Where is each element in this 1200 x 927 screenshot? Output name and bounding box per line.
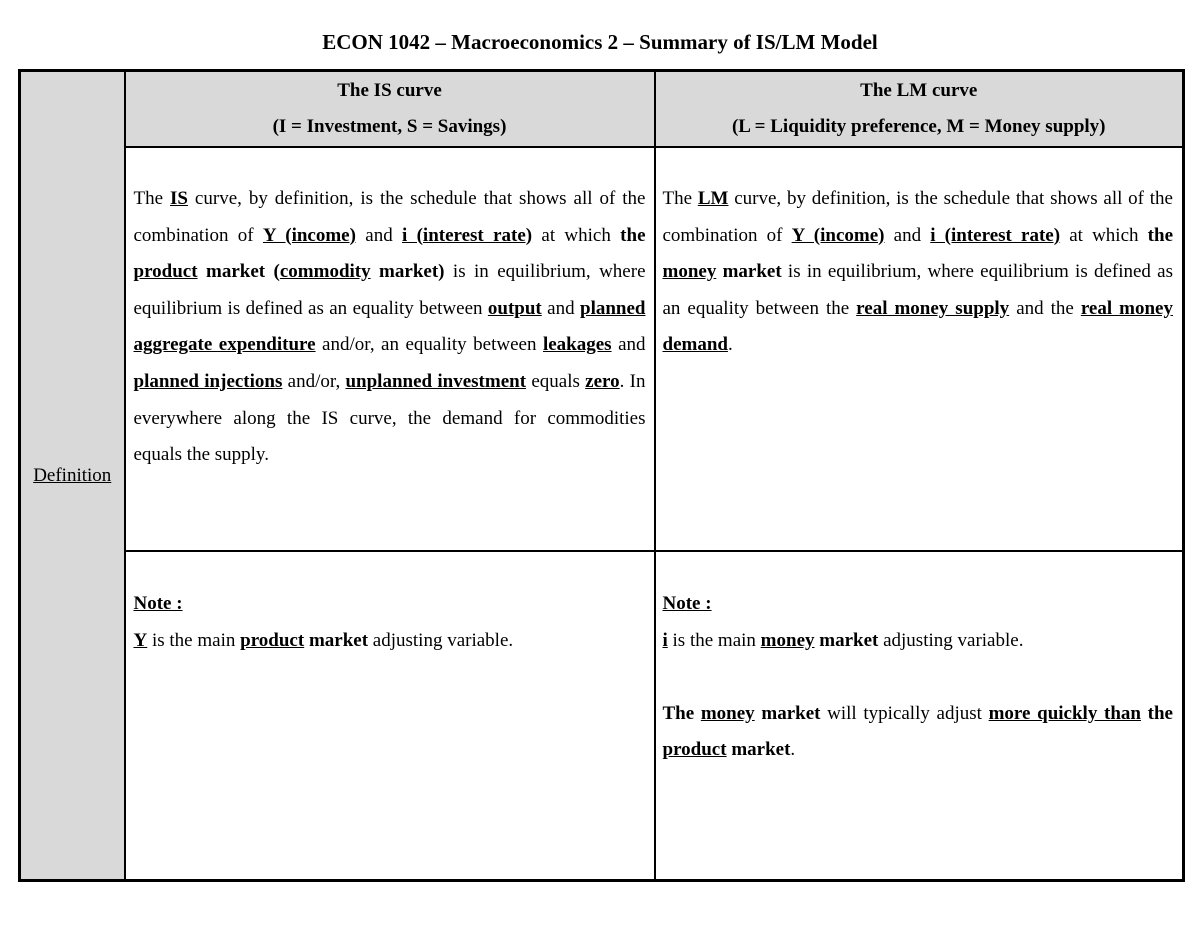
is-note-text <box>126 552 654 659</box>
text-run: is in equilibrium, where equilibrium is defined as an equality between the <box>662 261 1173 319</box>
text-run: and <box>541 297 581 319</box>
key-term: money <box>700 702 755 724</box>
key-term: market <box>304 629 369 651</box>
key-term: money <box>760 629 815 651</box>
paragraph-gap <box>663 659 1174 696</box>
lm-note-body <box>663 623 1174 660</box>
key-term: zero <box>585 370 620 392</box>
text-run: and/or, <box>282 370 346 392</box>
is-definition-cell <box>125 147 655 551</box>
text-run: adjusting variable. <box>878 629 1024 651</box>
text-run: and/or, an equality between <box>315 334 543 356</box>
key-term: leakages <box>542 334 612 356</box>
key-term: planned aggregate expenditure <box>133 297 646 356</box>
text-run: and the <box>1009 297 1081 319</box>
key-term: money <box>662 261 717 283</box>
key-term: market <box>814 629 879 651</box>
text-run: . <box>727 334 733 356</box>
key-term: real money demand <box>662 297 1173 356</box>
key-term: the <box>1147 224 1173 246</box>
is-definition-text <box>126 148 654 474</box>
text-run: curve, by definition, is the schedule that shows all of the combination of <box>662 188 1173 246</box>
key-term: product <box>133 261 198 283</box>
lm-header-subtitle: (L = Liquidity preference, M = Money supply) <box>731 116 1106 137</box>
text-run: The <box>662 188 698 209</box>
key-term: commodity <box>279 261 371 283</box>
key-term: i (interest rate) <box>930 224 1061 246</box>
key-term: product <box>240 629 305 651</box>
key-term: product <box>662 739 727 761</box>
key-term: market <box>716 261 782 283</box>
key-term: more quickly than <box>988 702 1141 724</box>
text-run: and <box>355 224 402 246</box>
key-term: market <box>754 702 821 724</box>
text-run: and <box>884 224 931 246</box>
text-run: The <box>133 188 170 209</box>
key-term: i (interest rate) <box>402 224 533 246</box>
text-run: is the main <box>147 629 241 651</box>
lm-note-cell <box>655 551 1184 881</box>
text-run: is in equilibrium, where equilibrium is defined as an equality between <box>133 261 646 319</box>
text-run: . <box>790 739 796 761</box>
text-run: . In everywhere along the IS curve, the demand for commodities equals the supply. <box>133 370 646 466</box>
key-term: market) <box>370 261 445 283</box>
lm-note-heading: Note : <box>662 593 712 614</box>
key-term: Y (income) <box>262 224 356 246</box>
text-run: curve, by definition, is the schedule that shows all of the combination of <box>133 188 646 246</box>
key-term: LM <box>697 188 729 209</box>
is-curve-header <box>125 71 655 148</box>
row-label-cell <box>20 71 125 881</box>
is-note-body <box>134 623 646 660</box>
key-term: the <box>1140 702 1173 724</box>
text-run: and <box>611 334 646 356</box>
summary-table <box>18 69 1185 882</box>
definition-row <box>20 147 1184 551</box>
text-run: at which <box>532 224 621 246</box>
is-note-heading: Note : <box>133 593 183 614</box>
text-run: will typically adjust <box>820 702 989 724</box>
key-term: The <box>662 702 701 724</box>
lm-note-text <box>656 552 1183 769</box>
lm-note-paragraph-2 <box>663 696 1174 769</box>
is-header-subtitle: (I = Investment, S = Savings) <box>272 116 507 137</box>
text-run: adjusting variable. <box>368 629 514 651</box>
lm-curve-header <box>655 71 1184 148</box>
key-term: Y (income) <box>791 224 885 246</box>
is-note-cell <box>125 551 655 881</box>
header-row <box>20 71 1184 148</box>
text-run: at which <box>1060 224 1148 246</box>
row-label-definition: Definition <box>33 464 112 486</box>
key-term: unplanned investment <box>345 370 527 392</box>
key-term: market <box>726 739 791 761</box>
text-run: equals <box>526 370 586 392</box>
lm-header-title: The LM curve <box>860 80 978 101</box>
note-row <box>20 551 1184 881</box>
key-term: output <box>487 297 542 319</box>
page-title: ECON 1042 – Macroeconomics 2 – Summary of IS/LM Model <box>322 30 878 54</box>
key-term: IS <box>170 188 188 209</box>
text-run: is the main <box>667 629 761 651</box>
key-term: market ( <box>197 261 280 283</box>
is-header-title: The IS curve <box>337 80 442 101</box>
key-term: planned injections <box>133 370 283 392</box>
key-term: Y <box>133 629 148 651</box>
lm-definition-cell <box>655 147 1184 551</box>
lm-definition-text <box>656 148 1183 364</box>
key-term: real money supply <box>856 297 1010 319</box>
key-term: the <box>620 224 646 246</box>
key-term: i <box>662 629 668 651</box>
